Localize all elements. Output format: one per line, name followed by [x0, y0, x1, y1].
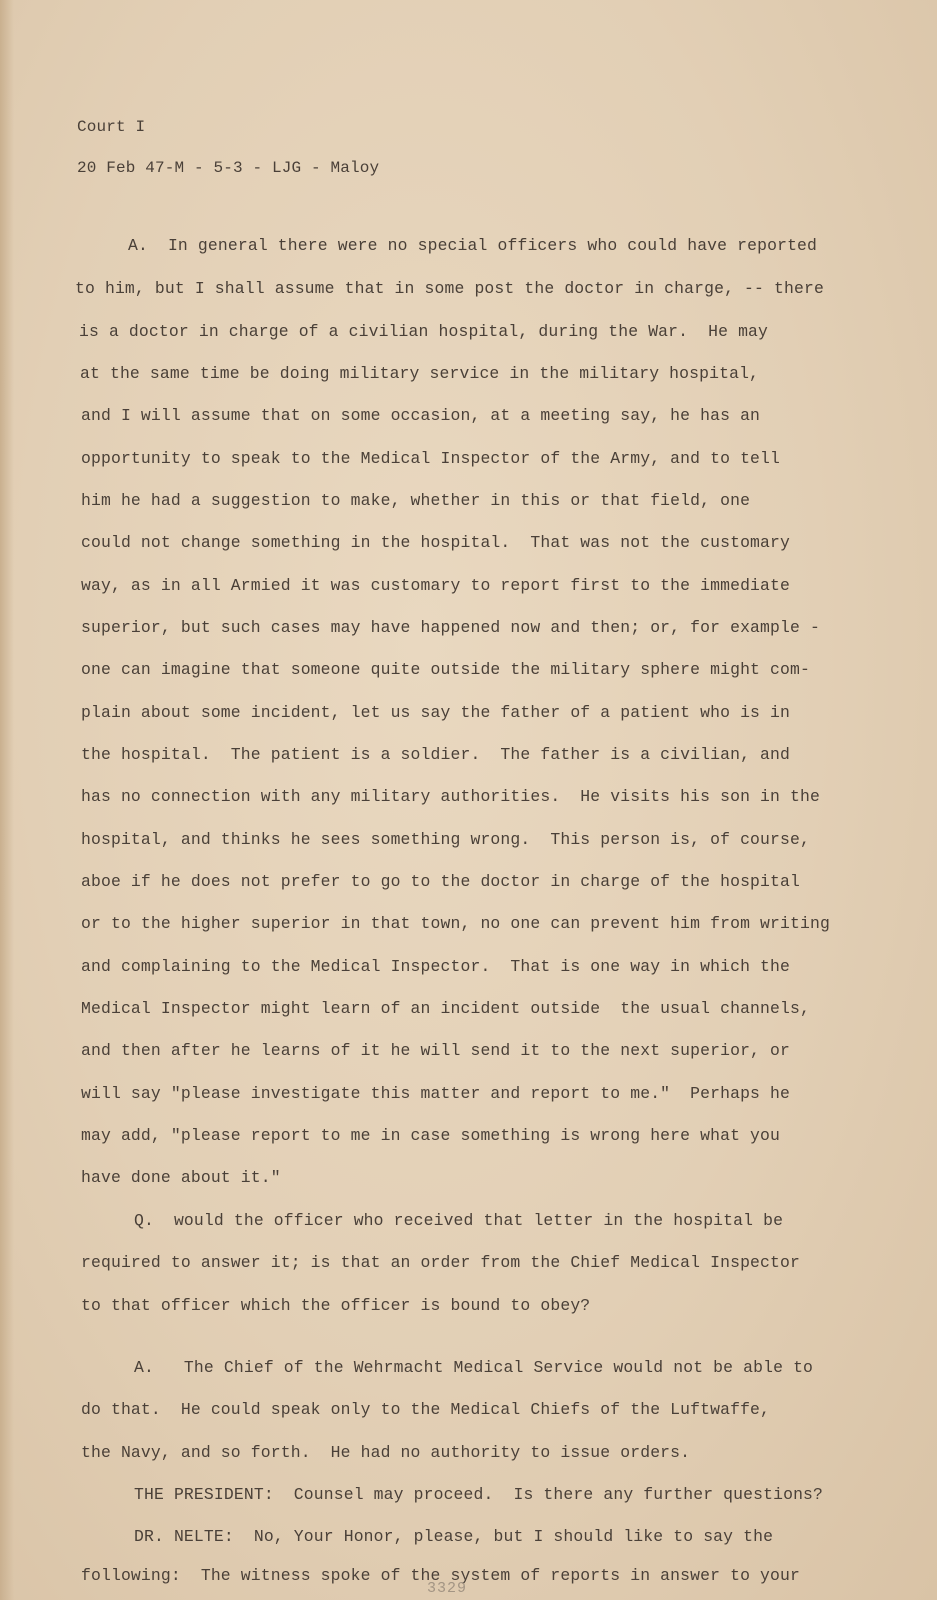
transcript-line: do that. He could speak only to the Medical Chiefs of the Luftwaffe,: [81, 1400, 771, 1419]
transcript-line: way, as in all Armied it was customary to report first to the immediate: [81, 576, 791, 595]
transcript-line: have done about it.": [81, 1168, 281, 1187]
paper-edge-shadow: [0, 0, 14, 1600]
transcript-line: is a doctor in charge of a civilian hospital, during the War. He may: [79, 322, 769, 341]
transcript-line: could not change something in the hospital. That was not the customary: [81, 533, 791, 552]
transcript-line: has no connection with any military authorities. He visits his son in the: [81, 787, 820, 806]
transcript-line: following: The witness spoke of the system of reports in answer to your: [81, 1566, 800, 1585]
transcript-line: may add, "please report to me in case something is wrong here what you: [81, 1126, 781, 1145]
transcript-line: and complaining to the Medical Inspector. That is one way in which the: [81, 957, 791, 976]
transcript-line: DR. NELTE: No, Your Honor, please, but I should like to say the: [134, 1527, 774, 1546]
page-number: 3329: [427, 1580, 468, 1597]
transcript-line: superior, but such cases may have happened now and then; or, for example -: [81, 618, 820, 637]
transcript-line: the hospital. The patient is a soldier. The father is a civilian, and: [81, 745, 791, 764]
transcript-line: Q. would the officer who received that letter in the hospital be: [134, 1211, 784, 1230]
transcript-line: the Navy, and so forth. He had no authority to issue orders.: [81, 1443, 691, 1462]
transcript-line: opportunity to speak to the Medical Inspector of the Army, and to tell: [81, 449, 781, 468]
transcript-line: to him, but I shall assume that in some post the doctor in charge, -- there: [75, 279, 824, 298]
transcript-line: and then after he learns of it he will send it to the next superior, or: [81, 1041, 791, 1060]
transcript-line: will say "please investigate this matter and report to me." Perhaps he: [81, 1084, 791, 1103]
transcript-line: aboe if he does not prefer to go to the doctor in charge of the hospital: [81, 872, 800, 891]
transcript-line: him he had a suggestion to make, whether in this or that field, one: [81, 491, 751, 510]
transcript-line: Medical Inspector might learn of an incident outside the usual channels,: [81, 999, 810, 1018]
transcript-line: hospital, and thinks he sees something wrong. This person is, of course,: [81, 830, 810, 849]
transcript-line: required to answer it; is that an order from the Chief Medical Inspector: [81, 1253, 800, 1272]
transcript-line: plain about some incident, let us say the father of a patient who is in: [81, 703, 791, 722]
transcript-line: A. The Chief of the Wehrmacht Medical Service would not be able to: [134, 1358, 814, 1377]
transcript-line: and I will assume that on some occasion, at a meeting say, he has an: [81, 406, 761, 425]
transcript-line: at the same time be doing military service in the military hospital,: [80, 364, 760, 383]
transcript-line: to that officer which the officer is bound to obey?: [81, 1296, 591, 1315]
session-label: 20 Feb 47-M - 5-3 - LJG - Maloy: [77, 159, 380, 177]
transcript-line: A. In general there were no special officers who could have reported: [128, 236, 818, 255]
transcript-line: THE PRESIDENT: Counsel may proceed. Is there any further questions?: [134, 1485, 824, 1504]
transcript-line: one can imagine that someone quite outside the military sphere might com-: [81, 660, 810, 679]
transcript-line: or to the higher superior in that town, no one can prevent him from writing: [81, 914, 830, 933]
court-label: Court I: [77, 118, 146, 136]
